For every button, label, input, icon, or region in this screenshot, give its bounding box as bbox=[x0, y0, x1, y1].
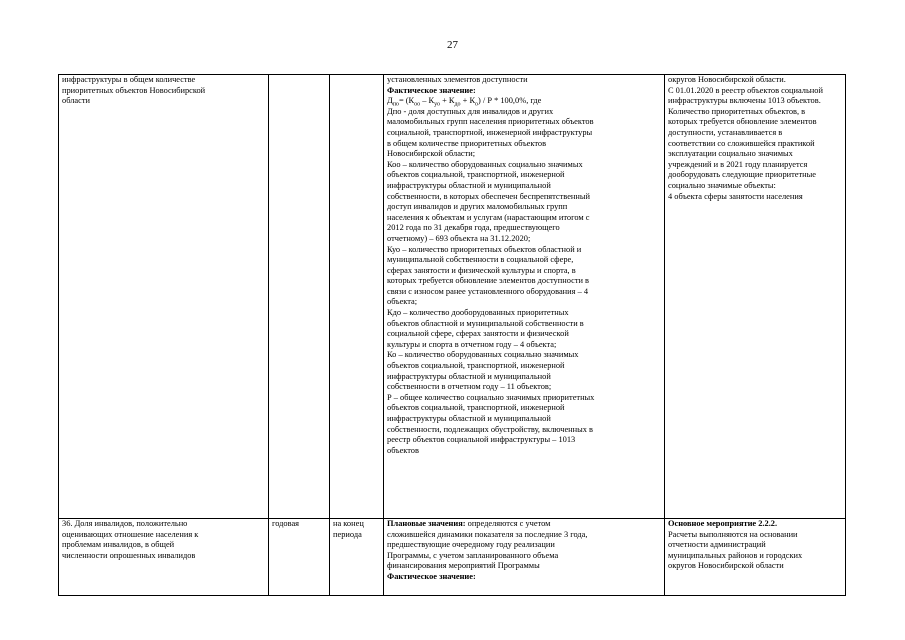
time-cell bbox=[330, 75, 384, 519]
text-line: инфраструктуры в общем количестве bbox=[62, 75, 196, 84]
indicator-table bbox=[58, 74, 846, 596]
text-line: 2012 года по 31 декабря года, предшествующего bbox=[387, 223, 560, 233]
text-line: Программы, с учетом запланированного объема bbox=[387, 550, 559, 560]
text-line: 36. Доля инвалидов, положительно bbox=[62, 519, 188, 528]
fact-heading: Фактическое значение: bbox=[387, 571, 476, 581]
text-line: предшествующие очередному году реализации bbox=[387, 540, 555, 550]
text-line: доступ инвалидов и других маломобильных групп bbox=[387, 202, 568, 212]
text-line: 4 объекта сферы занятости населения bbox=[668, 191, 803, 201]
text-line: Р – общее количество социально значимых приоритетных bbox=[387, 392, 595, 402]
text-line: которых требуется обновление элементов доступности в bbox=[387, 276, 590, 286]
text-line: инфраструктуры включены 1013 объектов. bbox=[668, 96, 821, 106]
formula: $Д_{по}= (К_{оо} - К_{уо} + К_{до} + К_о) / Р * 100,0\%$, где bbox=[387, 96, 542, 108]
text-line: инфраструктуры областной и муниципальной bbox=[387, 180, 551, 190]
text-line: численности опрошенных инвалидов bbox=[62, 550, 196, 560]
text-line: муниципальной собственности в социальной сфере, bbox=[387, 255, 574, 265]
text-line: которых требуется обновление элементов bbox=[668, 117, 817, 127]
text-line: объекта; bbox=[387, 297, 418, 307]
text-line: округов Новосибирской области. bbox=[668, 75, 786, 84]
text-line: объектов социальной, транспортной, инженерной bbox=[387, 170, 565, 180]
text-line: собственности, в которых обеспечен беспрепятственный bbox=[387, 191, 590, 201]
text-line: С 01.01.2020 в реестр объектов социальной bbox=[668, 85, 823, 95]
plan-heading: Плановые значения: bbox=[387, 519, 466, 528]
method-cell bbox=[384, 75, 665, 519]
text-line: финансирования мероприятий Программы bbox=[387, 561, 540, 571]
table-row bbox=[59, 75, 846, 519]
text-line: проблемам инвалидов, в общей bbox=[62, 540, 175, 550]
text-line: Ко – количество оборудованных социально значимых bbox=[387, 350, 579, 360]
text-line: социальной сфере, сферах занятости и физической bbox=[387, 329, 569, 339]
text-line: Коо – количество оборудованных социально значимых bbox=[387, 159, 583, 169]
notes-cell bbox=[665, 75, 846, 519]
text-line: культуры и спорта в отчетном году – 4 объекта; bbox=[387, 339, 557, 349]
text-line: на конец bbox=[333, 519, 364, 528]
table-row bbox=[59, 519, 846, 596]
plan-text: определяются с учетом bbox=[465, 519, 551, 528]
text-line: собственности в отчетном году – 11 объектов; bbox=[387, 382, 552, 392]
text-line: учреждений и в 2021 году планируется bbox=[668, 159, 808, 169]
text-line: отчетности администраций bbox=[668, 540, 766, 550]
text-line: Новосибирской области; bbox=[387, 149, 476, 159]
text-line: Куо – количество приоритетных объектов областной и bbox=[387, 244, 582, 254]
notes-cell bbox=[665, 519, 846, 596]
text-line: Кдо – количество дооборудованных приоритетных bbox=[387, 308, 569, 318]
indicator-name-cell bbox=[59, 519, 269, 596]
fact-heading: Фактическое значение: bbox=[387, 85, 476, 95]
text-line: социально значимые объекты: bbox=[668, 180, 776, 190]
time-cell bbox=[330, 519, 384, 596]
text-line: сферах занятости и физической культуры и спорта, в bbox=[387, 265, 576, 275]
text-line: маломобильных групп населения приоритетных объектов bbox=[387, 117, 594, 127]
periodicity-cell bbox=[269, 519, 330, 596]
text-line: приоритетных объектов Новосибирской bbox=[62, 85, 206, 95]
text-line: соответствии со сложившейся практикой bbox=[668, 138, 815, 148]
method-cell bbox=[384, 519, 665, 596]
periodicity-value: годовая bbox=[272, 519, 300, 528]
text-line: оценивающих отношение населения к bbox=[62, 529, 199, 539]
text-line: Количество приоритетных объектов, в bbox=[668, 106, 806, 116]
text-line: доступности, устанавливается в bbox=[668, 127, 783, 137]
text-line: инфраструктуры областной и муниципальной bbox=[387, 414, 551, 423]
text-line: сложившейся динамики показателя за последние 3 года, bbox=[387, 529, 588, 539]
text-line: объектов bbox=[387, 445, 419, 455]
text-line: объектов социальной, транспортной, инженерной bbox=[387, 361, 565, 371]
measure-heading: Основное мероприятие 2.2.2. bbox=[668, 519, 778, 528]
periodicity-cell bbox=[269, 75, 330, 519]
text-line: связи с износом ранее установленного оборудования – 4 bbox=[387, 286, 589, 296]
text-line: Дпо - доля доступных для инвалидов и других bbox=[387, 106, 554, 116]
text-line: собственности, подлежащих обустройству, включенных в bbox=[387, 424, 594, 434]
page-number: 27 bbox=[447, 39, 458, 51]
text-line: эксплуатации социально значимых bbox=[668, 149, 793, 159]
text-line: области bbox=[62, 96, 90, 106]
text-line: реестр объектов социальной инфраструктуры – 1013 bbox=[387, 435, 576, 445]
text-line: муниципальных районов и городских bbox=[668, 550, 803, 560]
text-line: дооборудовать следующие приоритетные bbox=[668, 170, 817, 180]
text-line: установленных элементов доступности bbox=[387, 75, 528, 84]
text-line: округов Новосибирской области bbox=[668, 561, 784, 571]
text-line: населения к объектам и услугам (нарастающим итогом с bbox=[387, 212, 590, 222]
text-line: в общем количестве приоритетных объектов bbox=[387, 138, 547, 148]
text-line: Расчеты выполняются на основании bbox=[668, 529, 798, 539]
text-line: социальной, транспортной, инженерной инфраструктуры bbox=[387, 127, 593, 137]
text-line: инфраструктуры областной и муниципальной bbox=[387, 371, 551, 381]
text-line: объектов областной и муниципальной собственности в bbox=[387, 318, 584, 328]
text-line: периода bbox=[333, 529, 362, 539]
indicator-name-cell bbox=[59, 75, 269, 519]
text-line: объектов социальной, транспортной, инженерной bbox=[387, 403, 565, 413]
text-line: отчетному) – 693 объекта на 31.12.2020; bbox=[387, 233, 531, 243]
